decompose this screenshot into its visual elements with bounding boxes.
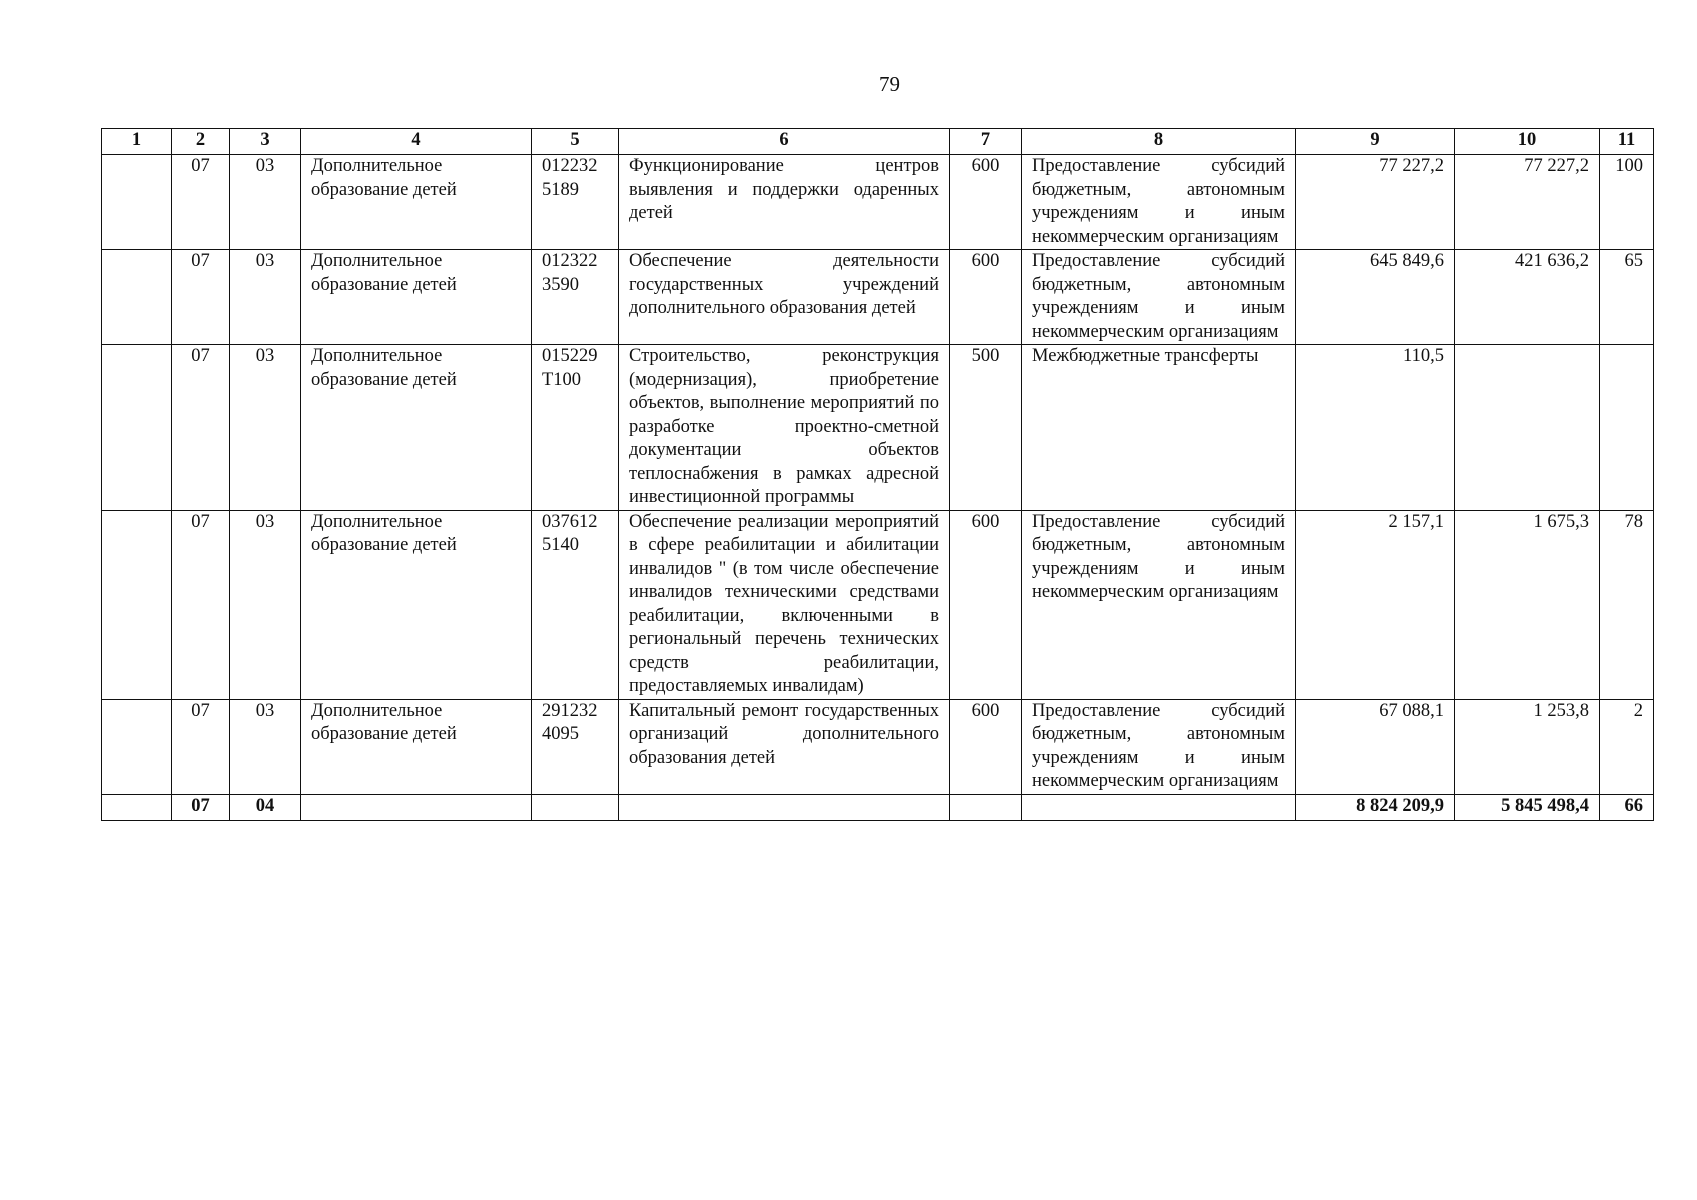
cell-percent: 100 <box>1600 155 1654 250</box>
header-cell: 4 <box>301 129 532 155</box>
cell-expense-type-name: Предоставление субсидий бюджетным, автономным учреждениям и иным некоммерческим организациям <box>1022 155 1296 250</box>
cell-col-1 <box>102 250 172 345</box>
total-cell-target-name <box>619 794 950 820</box>
cell-section: 07 <box>172 510 230 699</box>
cell-target-code: 012232 5189 <box>532 155 619 250</box>
cell-expense-type-code: 600 <box>950 250 1022 345</box>
cell-section: 07 <box>172 699 230 794</box>
total-cell-percent: 66 <box>1600 794 1654 820</box>
budget-table <box>101 128 1654 821</box>
table-row <box>102 155 1654 250</box>
cell-target-name: Капитальный ремонт государственных организаций дополнительного образования детей <box>619 699 950 794</box>
cell-target-name: Строительство, реконструкция (модернизация), приобретение объектов, выполнение мероприятий по разработке проектно-сметной документации объектов теплоснабжения в рамках адресной инвестиционной программы <box>619 345 950 511</box>
cell-target-code: 015229 Т100 <box>532 345 619 511</box>
cell-subsection-name: Дополнительное образование детей <box>301 155 532 250</box>
cell-actual-amount <box>1455 345 1600 511</box>
total-cell-subsection-name <box>301 794 532 820</box>
cell-section: 07 <box>172 345 230 511</box>
cell-subsection-name: Дополнительное образование детей <box>301 699 532 794</box>
header-cell: 9 <box>1296 129 1455 155</box>
page-number: 79 <box>879 72 900 96</box>
total-cell-plan-amount: 8 824 209,9 <box>1296 794 1455 820</box>
cell-expense-type-code: 600 <box>950 510 1022 699</box>
header-cell: 7 <box>950 129 1022 155</box>
cell-target-code: 291232 4095 <box>532 699 619 794</box>
cell-actual-amount: 77 227,2 <box>1455 155 1600 250</box>
header-cell: 10 <box>1455 129 1600 155</box>
cell-expense-type-code: 600 <box>950 155 1022 250</box>
cell-subsection: 03 <box>230 345 301 511</box>
cell-col-1 <box>102 345 172 511</box>
cell-expense-type-name: Предоставление субсидий бюджетным, автономным учреждениям и иным некоммерческим организациям <box>1022 250 1296 345</box>
table-header-row <box>102 129 1654 155</box>
header-cell: 11 <box>1600 129 1654 155</box>
cell-plan-amount: 67 088,1 <box>1296 699 1455 794</box>
total-cell-expense-type-name <box>1022 794 1296 820</box>
cell-percent: 78 <box>1600 510 1654 699</box>
cell-subsection: 03 <box>230 510 301 699</box>
total-cell-actual-amount: 5 845 498,4 <box>1455 794 1600 820</box>
cell-percent: 65 <box>1600 250 1654 345</box>
header-cell: 1 <box>102 129 172 155</box>
total-cell-subsection: 04 <box>230 794 301 820</box>
cell-col-1 <box>102 699 172 794</box>
cell-target-code: 012322 3590 <box>532 250 619 345</box>
cell-expense-type-code: 600 <box>950 699 1022 794</box>
header-cell: 3 <box>230 129 301 155</box>
header-cell: 6 <box>619 129 950 155</box>
cell-target-name: Обеспечение реализации мероприятий в сфере реабилитации и абилитации инвалидов " (в том числе обеспечение инвалидов техническими средствами реабилитации, включенными в региональный перечень технических средств реабилитации, предоставляемых инвалидам) <box>619 510 950 699</box>
cell-section: 07 <box>172 250 230 345</box>
cell-expense-type-name: Предоставление субсидий бюджетным, автономным учреждениям и иным некоммерческим организациям <box>1022 510 1296 699</box>
total-cell-col-1 <box>102 794 172 820</box>
cell-expense-type-name: Межбюджетные трансферты <box>1022 345 1296 511</box>
cell-target-name: Функционирование центров выявления и поддержки одаренных детей <box>619 155 950 250</box>
cell-plan-amount: 645 849,6 <box>1296 250 1455 345</box>
cell-subsection: 03 <box>230 155 301 250</box>
cell-col-1 <box>102 510 172 699</box>
cell-actual-amount: 421 636,2 <box>1455 250 1600 345</box>
cell-expense-type-code: 500 <box>950 345 1022 511</box>
cell-plan-amount: 110,5 <box>1296 345 1455 511</box>
cell-percent <box>1600 345 1654 511</box>
cell-expense-type-name: Предоставление субсидий бюджетным, автономным учреждениям и иным некоммерческим организациям <box>1022 699 1296 794</box>
header-cell: 2 <box>172 129 230 155</box>
table-total-row <box>102 794 1654 820</box>
cell-percent: 2 <box>1600 699 1654 794</box>
total-cell-section: 07 <box>172 794 230 820</box>
header-cell: 5 <box>532 129 619 155</box>
cell-target-name: Обеспечение деятельности государственных учреждений дополнительного образования детей <box>619 250 950 345</box>
cell-actual-amount: 1 253,8 <box>1455 699 1600 794</box>
header-cell: 8 <box>1022 129 1296 155</box>
cell-section: 07 <box>172 155 230 250</box>
table-row <box>102 345 1654 511</box>
table-row <box>102 510 1654 699</box>
cell-col-1 <box>102 155 172 250</box>
cell-subsection: 03 <box>230 250 301 345</box>
cell-subsection-name: Дополнительное образование детей <box>301 510 532 699</box>
cell-target-code: 037612 5140 <box>532 510 619 699</box>
cell-plan-amount: 77 227,2 <box>1296 155 1455 250</box>
cell-subsection-name: Дополнительное образование детей <box>301 250 532 345</box>
total-cell-target-code <box>532 794 619 820</box>
cell-actual-amount: 1 675,3 <box>1455 510 1600 699</box>
cell-subsection: 03 <box>230 699 301 794</box>
cell-plan-amount: 2 157,1 <box>1296 510 1455 699</box>
cell-subsection-name: Дополнительное образование детей <box>301 345 532 511</box>
total-cell-expense-type-code <box>950 794 1022 820</box>
table-row <box>102 250 1654 345</box>
table-row <box>102 699 1654 794</box>
